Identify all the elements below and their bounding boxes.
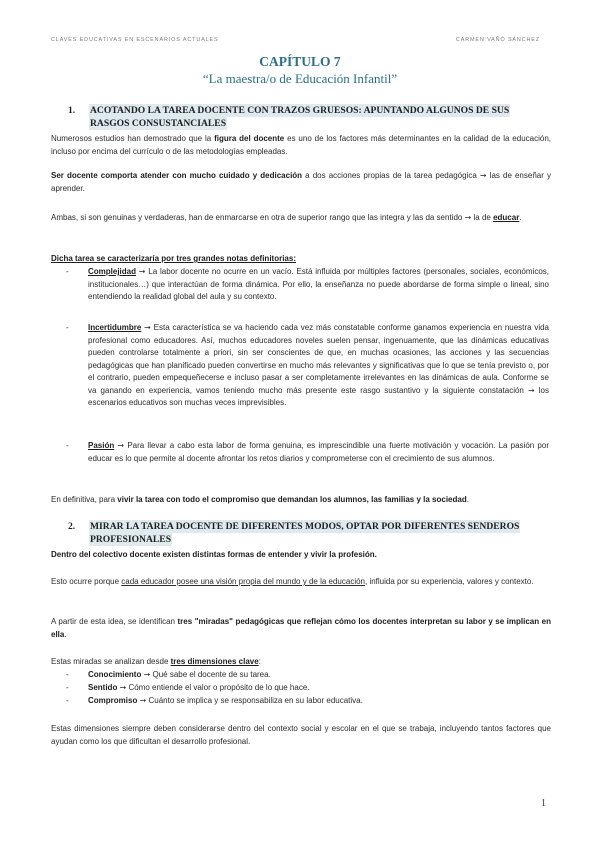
list-item: Complejidad ➞ La labor docente no ocurre en un vacío. Está influida por múltiples factores (personales, sociales, económicos, institucionales…) que interactúan de forma dinámica. Por ello, la enseñanza no puede abordarse de forma simple o lineal, sino entendiendo la realidad global del aula y su contexto. bbox=[88, 267, 549, 301]
list-dash: - bbox=[66, 683, 69, 692]
list-dash: - bbox=[66, 267, 69, 276]
list-term: Complejidad bbox=[88, 267, 137, 276]
underlined-text: cada educador posee una visión propia del mundo y de la educación bbox=[121, 577, 365, 586]
bold-underlined-text: tres dimensiones clave bbox=[170, 657, 259, 666]
paragraph: En definitiva, para vivir la tarea con todo el compromiso que demandan los alumnos, las familias y la sociedad. bbox=[51, 495, 469, 504]
section-2-heading bbox=[51, 520, 552, 548]
section-2-title-line2: PROFESIONALES bbox=[90, 534, 172, 545]
paragraph: Numerosos estudios han demostrado que la figura del docente es uno de los factores más determinantes en la calidad de la educación, incluso por encima del currículo o de las metodologías empleadas. bbox=[51, 134, 551, 156]
paragraph bbox=[51, 549, 551, 562]
paragraph: Ambas, si son genuinas y verdaderas, han de enmarcarse en otra de superior rango que las integra y las da sentido ➞ la de educar. bbox=[51, 213, 522, 222]
list-lead: Dicha tarea se caracterizaría por tres grandes notas definitorias: bbox=[51, 254, 296, 263]
paragraph: Esto ocurre porque cada educador posee una visión propia del mundo y de la educación, influida por su experiencia, valores y contexto. bbox=[51, 577, 534, 586]
bold-text: figura del docente bbox=[214, 134, 285, 143]
bold-text: vivir la tarea con todo el compromiso que demandan los alumnos, las familias y la sociedad bbox=[117, 495, 467, 504]
list-item: Pasión ➞ Para llevar a cabo esta labor de forma genuina, es imprescindible una fuerte motivación y vocación. La pasión por educar es lo que permite al docente afrontar los retos diarios y comprometerse con el crecimiento de sus alumnos. bbox=[88, 441, 549, 463]
list-dash: - bbox=[66, 696, 69, 705]
list-term: Incertidumbre bbox=[88, 323, 142, 332]
bold-underlined-text: educar bbox=[493, 213, 520, 222]
list-dash: - bbox=[66, 323, 69, 332]
bold-text: Dentro del colectivo docente existen distintas formas de entender y vivir la profesión. bbox=[51, 550, 377, 559]
section-2-title-line1: MIRAR LA TAREA DOCENTE DE DIFERENTES MODOS, OPTAR POR DIFERENTES SENDEROS bbox=[90, 521, 520, 532]
list-item: Compromiso ➞ Cuánto se implica y se responsabiliza en su labor educativa. bbox=[88, 696, 363, 705]
list-item: Sentido ➞ Cómo entiende el valor o propósito de lo que hace. bbox=[88, 683, 310, 692]
paragraph: Estas miradas se analizan desde tres dimensiones clave: bbox=[51, 657, 261, 666]
running-header-left: CLAVES EDUCATIVAS EN ESCENARIOS ACTUALES bbox=[51, 37, 219, 43]
list-term: Pasión bbox=[88, 441, 115, 450]
paragraph: Estas dimensiones siempre deben considerarse dentro del contexto social y escolar en el que se trabaja, incluyendo tantos factores que ayudan como los que dificultan el desarrollo profesional. bbox=[51, 724, 551, 746]
chapter-subtitle: “La maestra/o de Educación Infantil” bbox=[202, 71, 398, 86]
paragraph: Ser docente comporta atender con mucho cuidado y dedicación a dos acciones propias de la tarea pedagógica ➞ las de enseñar y aprender. bbox=[51, 171, 551, 193]
bold-text: Ser docente comporta atender con mucho cuidado y dedicación bbox=[51, 171, 303, 180]
list-term: Compromiso bbox=[88, 696, 138, 705]
list-term: Conocimiento bbox=[88, 670, 142, 679]
list-item: Incertidumbre ➞ Esta característica se va haciendo cada vez más constatable conforme ganamos experiencia en nuestra vida profesional como educadores. Así, muchos educadores noveles suelen pensar, ingenuamente, que las dinámicas educativas pueden controlarse totalmente a priori, sin ser conscientes de que, en muchas ocasiones, las acciones y las secuencias pedagógicas que han planificado pueden convertirse en mucho más relevantes y significativas que lo que se tenía previsto o, por el contrario, pueden empequeñecerse e incluso pasar a ser completamente irrelevantes en las dinámicas de aula. Conforme se va ganando en experiencia, vamos teniendo mucho más presente este rasgo sustantivo y la siguiente constatación ➞ los escenarios educativos son muchas veces imprevisibles. bbox=[88, 323, 549, 407]
list-term: Sentido bbox=[88, 683, 118, 692]
section-1-title-line1: ACOTANDO LA TAREA DOCENTE CON TRAZOS GRUESOS: APUNTANDO ALGUNOS DE SUS bbox=[90, 105, 510, 116]
list-item: Conocimiento ➞ Qué sabe el docente de su tarea. bbox=[88, 670, 271, 679]
section-1-heading bbox=[51, 104, 552, 132]
paragraph: A partir de esta idea, se identifican tres "miradas" pedagógicas que reflejan cómo los docentes interpretan su labor y se implican en ella. bbox=[51, 617, 551, 639]
list-dash: - bbox=[66, 670, 69, 679]
section-1-title-line2: RASGOS CONSUSTANCIALES bbox=[90, 118, 227, 129]
bold-text: tres "miradas" pedagógicas que reflejan cómo los docentes interpretan su labor y se implican en ella bbox=[51, 617, 551, 639]
list-dash: - bbox=[66, 441, 69, 450]
page-number: 1 bbox=[541, 798, 546, 809]
chapter-title: CAPÍTULO 7 bbox=[259, 54, 341, 69]
section-2-number: 2. bbox=[68, 521, 76, 532]
running-header-right: CARMEN VAÑÓ SÁNCHEZ bbox=[455, 37, 540, 43]
section-1-number: 1. bbox=[68, 105, 76, 116]
